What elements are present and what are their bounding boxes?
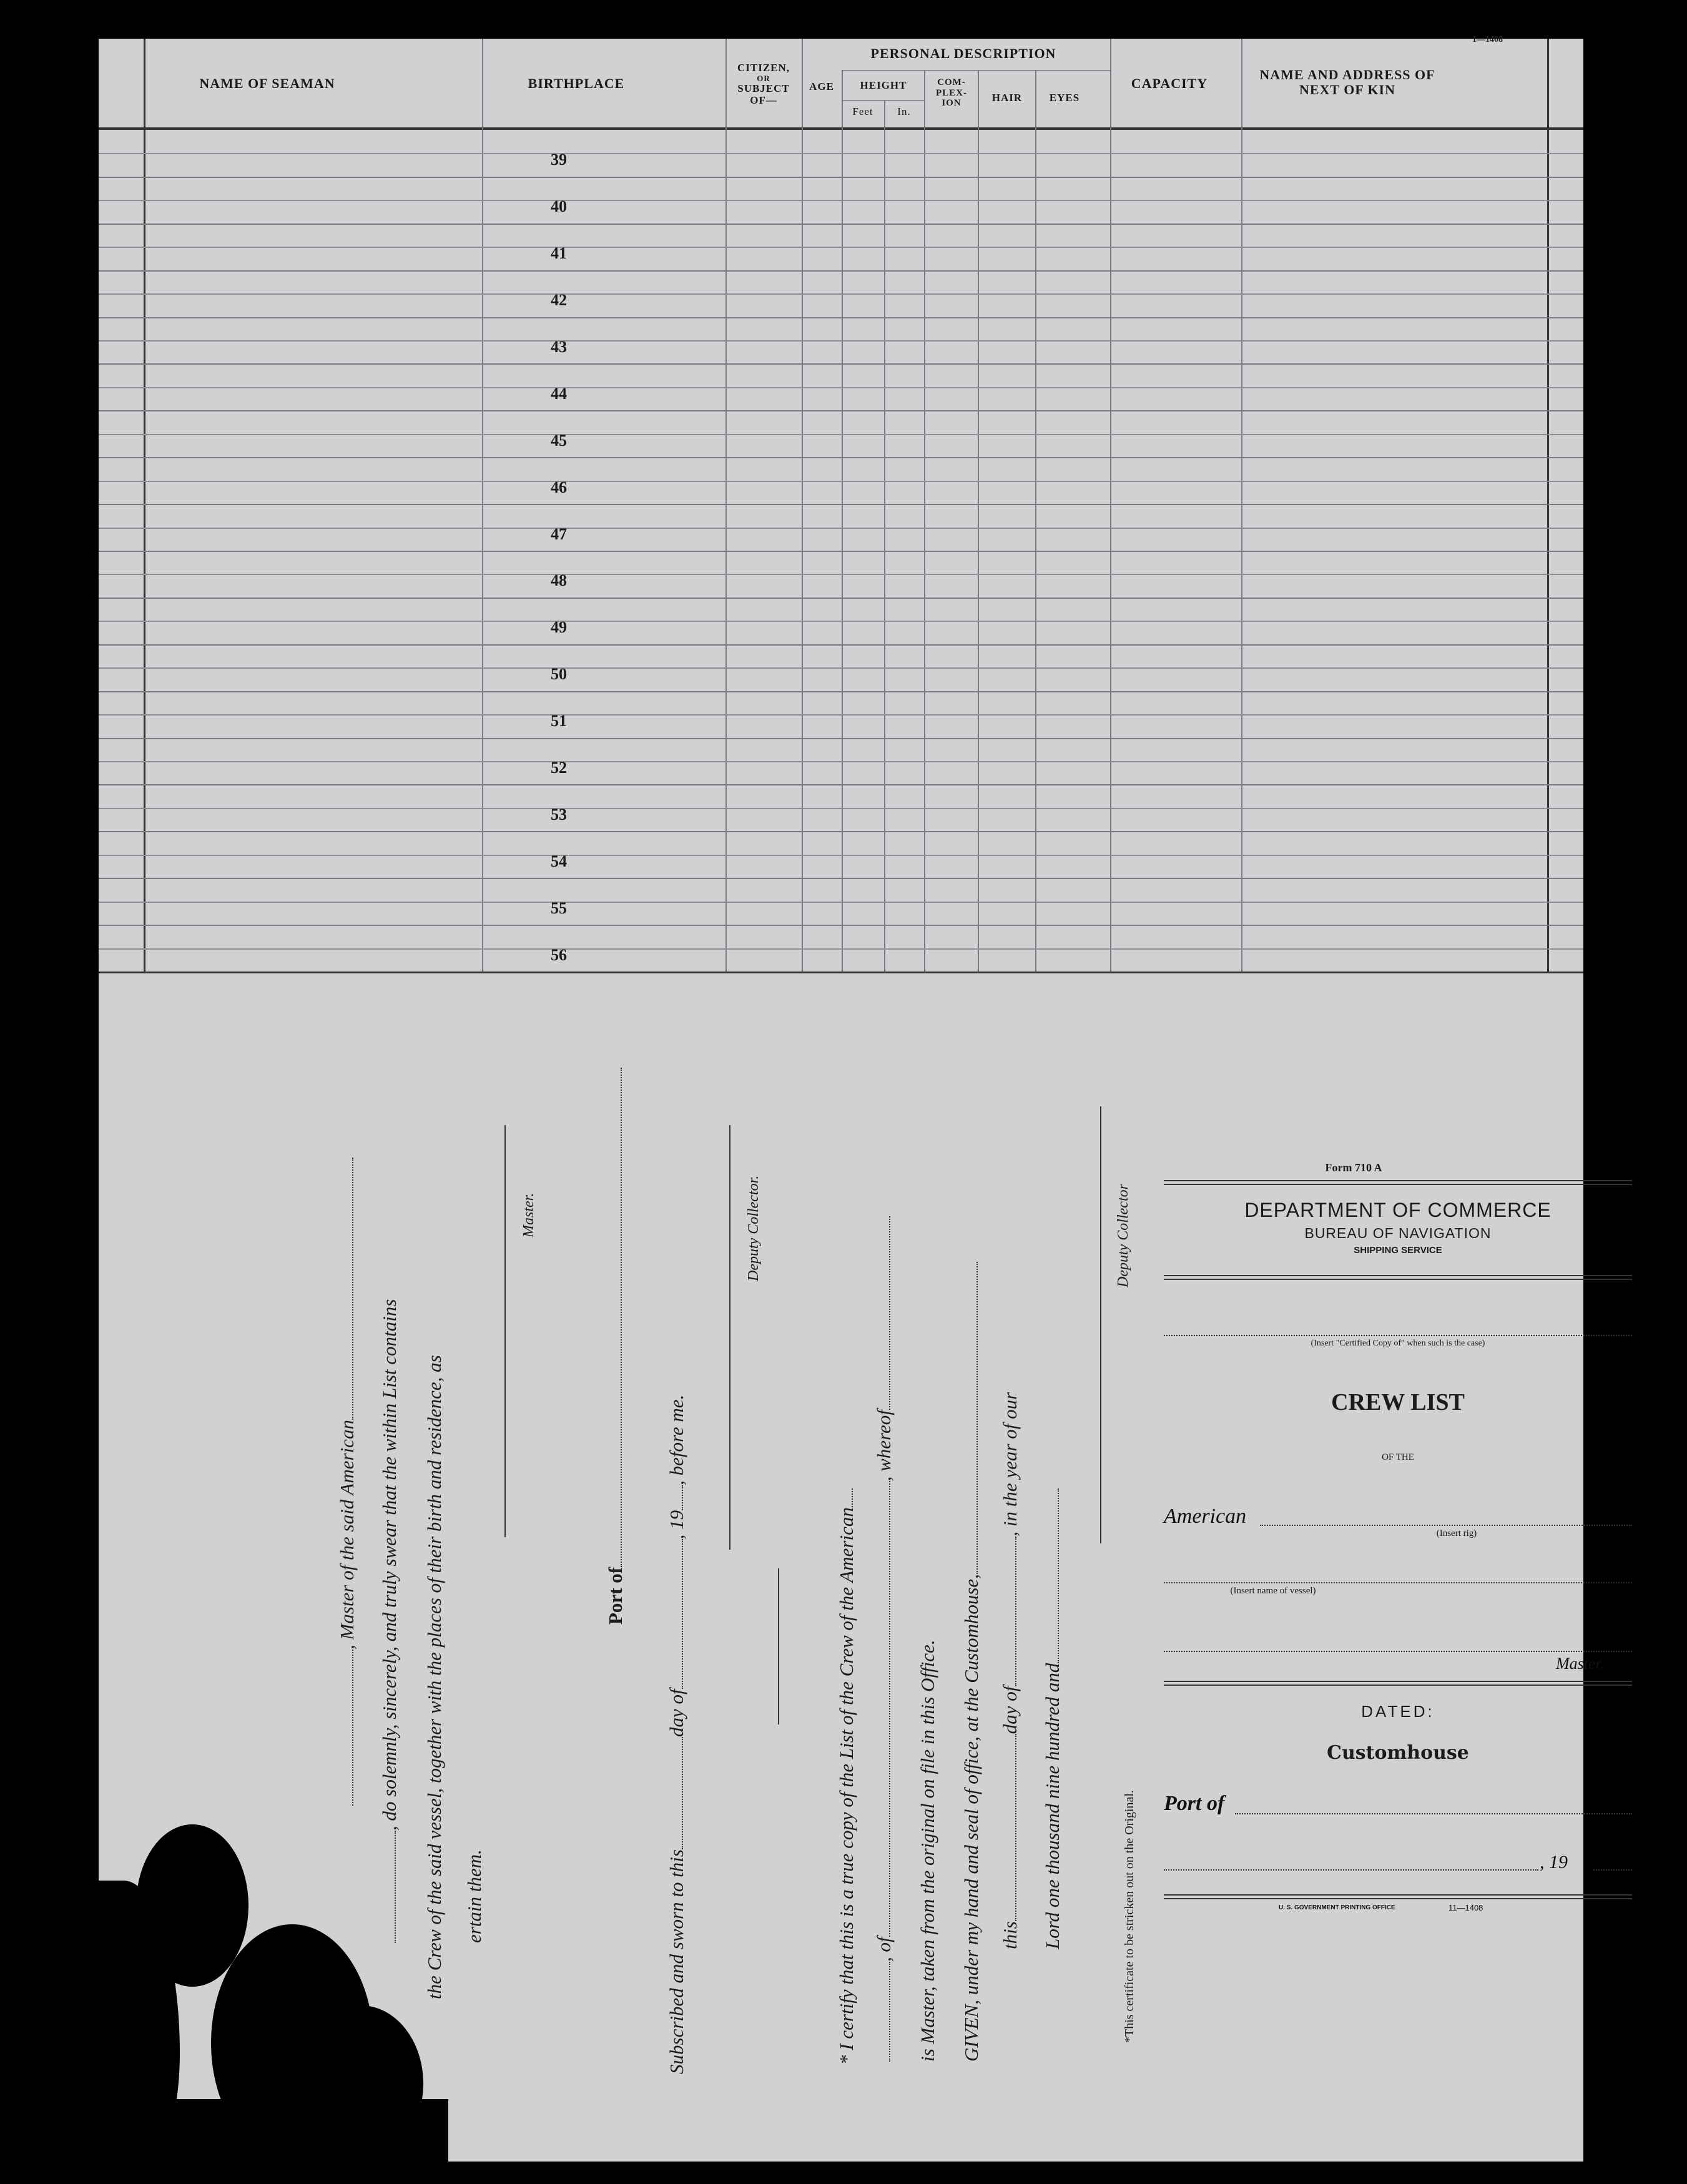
row-number: 51	[551, 712, 567, 730]
row-number: 42	[551, 291, 567, 309]
header-citizen-line4: OF—	[750, 94, 777, 106]
cert-line-2	[873, 1216, 895, 2062]
header-eyes: EYES	[1049, 92, 1080, 104]
col-rule-complexion	[924, 70, 925, 972]
header-next-of-kin	[1241, 67, 1453, 97]
header-citizen-line2: OR	[757, 73, 770, 83]
header-complexion-line1: COM-	[937, 77, 966, 87]
row-rule	[99, 340, 1583, 342]
header-complexion-line3: ION	[942, 98, 962, 108]
personal-desc-rule	[842, 70, 1111, 71]
cert-line-4	[960, 1262, 983, 2062]
row-number: 53	[551, 805, 567, 824]
cover-top-rule-2	[1164, 1184, 1632, 1185]
cover-bottom-rule-2	[1164, 1898, 1632, 1899]
row-rule	[99, 878, 1583, 879]
row-rule	[99, 317, 1583, 318]
shipping-service: SHIPPING SERVICE	[1354, 1245, 1442, 1256]
row-rule	[99, 504, 1583, 505]
row-number: 39	[551, 150, 567, 169]
row-number: 40	[551, 197, 567, 215]
department-name: DEPARTMENT OF COMMERCE	[1244, 1199, 1552, 1221]
row-number: 44	[551, 385, 567, 403]
cover-rule-4	[1164, 1681, 1632, 1682]
oath-line-3	[423, 1355, 446, 1999]
row-rule	[99, 925, 1583, 926]
american-label: American	[1164, 1505, 1247, 1528]
col-rule-inches	[884, 100, 885, 972]
printing-office: U. S. GOVERNMENT PRINTING OFFICE	[1279, 1904, 1395, 1911]
insert-rig: (Insert rig)	[1436, 1528, 1477, 1538]
row-rule	[99, 387, 1583, 388]
form-number: Form 710 A	[1325, 1161, 1382, 1174]
cert-whereof-text: , whereof	[873, 1410, 895, 1482]
row-rule	[99, 808, 1583, 809]
row-number: 43	[551, 338, 567, 356]
cert-line-4-text: GIVEN, under my hand and seal of office, at the Customhouse,	[960, 1574, 982, 2062]
oath-line-4	[463, 1849, 486, 1943]
header-citizen-line1: CITIZEN,	[737, 62, 790, 74]
cert-line-6	[1041, 1488, 1064, 1949]
port-of-line	[1235, 1813, 1632, 1814]
year-line	[1593, 1869, 1632, 1871]
oath-subscribed-text: Subscribed and sworn to this	[666, 1849, 687, 2074]
dated-label: DATED:	[1361, 1702, 1435, 1721]
row-rule	[99, 200, 1583, 201]
oath-subscribed-line	[666, 1395, 688, 2074]
col-rule-hair	[978, 70, 979, 972]
insert-certified-copy: (Insert "Certified Copy of" when such is the case)	[1311, 1339, 1485, 1348]
col-rule-feet	[842, 70, 843, 972]
header-personal-description: PERSONAL DESCRIPTION	[870, 46, 1056, 61]
master-name-line	[1164, 1651, 1632, 1652]
oath-line-1-text: , Master of the said American	[336, 1420, 358, 1650]
row-rule	[99, 153, 1583, 154]
row-rule	[99, 457, 1583, 458]
cert-line-5	[999, 1392, 1021, 1949]
cover-rule-3	[1164, 1279, 1632, 1280]
header-next-of-kin-line2: NEXT OF KIN	[1299, 82, 1396, 98]
row-number: 56	[551, 946, 567, 964]
print-code: 11—1408	[1448, 1903, 1483, 1912]
row-rule	[99, 598, 1583, 599]
row-number: 47	[551, 525, 567, 543]
row-rule	[99, 948, 1583, 950]
cover-nineteen: , 19	[1540, 1852, 1568, 1872]
height-rule	[842, 100, 924, 101]
oath-port-of	[604, 1068, 627, 1625]
row-rule	[99, 410, 1583, 411]
header-complexion-line2: PLEX-	[936, 87, 967, 98]
row-rule	[99, 293, 1583, 295]
row-rule	[99, 667, 1583, 669]
row-rule	[99, 528, 1583, 529]
cover-master-label: Master.	[1556, 1655, 1605, 1673]
header-citizen-line3: SUBJECT	[737, 82, 790, 94]
master-signature-line	[504, 1125, 506, 1537]
cert-line-3-text: is Master, taken from the original on file in this Office.	[917, 1640, 938, 2062]
row-rule	[99, 363, 1583, 365]
row-rule	[99, 434, 1583, 435]
row-rule	[99, 574, 1583, 575]
row-number: 55	[551, 899, 567, 917]
cert-of-text: , of	[873, 1937, 895, 1962]
row-rule	[99, 738, 1583, 739]
row-rule	[99, 247, 1583, 248]
oath-line-2-text: , do solemnly, sincerely, and truly swear that the within List contains	[378, 1299, 400, 1831]
cert-year-text: , in the year of our	[999, 1392, 1021, 1537]
header-hair: HAIR	[991, 92, 1023, 104]
deputy-signature-line-2	[1100, 1106, 1101, 1543]
cover-rule-5	[1164, 1685, 1632, 1686]
deputy-signature-line-1	[729, 1125, 730, 1550]
row-number: 45	[551, 431, 567, 450]
table-bottom-rule	[99, 971, 1583, 973]
row-rule	[99, 761, 1583, 762]
cover-top-rule	[1164, 1180, 1632, 1181]
row-number: 48	[551, 571, 567, 589]
row-rule	[99, 177, 1583, 178]
row-rule	[99, 621, 1583, 622]
oath-line-2	[378, 1299, 401, 1943]
row-rule	[99, 902, 1583, 903]
row-rule	[99, 855, 1583, 856]
vessel-rig-line	[1260, 1525, 1632, 1526]
oath-before-me-text: , before me.	[666, 1394, 687, 1485]
row-number: 54	[551, 852, 567, 870]
header-complexion	[927, 77, 976, 109]
cover-port-of: Port of	[1164, 1792, 1225, 1815]
header-height: HEIGHT	[860, 79, 907, 91]
header-capacity: CAPACITY	[1131, 76, 1208, 91]
row-number: 46	[551, 478, 567, 496]
oath-line-1	[336, 1158, 358, 1806]
row-rule	[99, 481, 1583, 482]
cert-this-text: this	[999, 1921, 1021, 1949]
cert-line-1-text: * I certify that this is a true copy of the List of the Crew of the American	[835, 1507, 857, 2065]
cert-day-of-text: day of	[999, 1686, 1021, 1734]
header-inches: In.	[897, 106, 911, 117]
cert-deputy-collector: Deputy Collector	[1115, 1184, 1131, 1287]
bureau-name: BUREAU OF NAVIGATION	[1304, 1225, 1492, 1241]
section-divider	[778, 1568, 779, 1724]
row-rule	[99, 224, 1583, 225]
cert-line-3	[917, 1640, 939, 2062]
certified-copy-line	[1164, 1335, 1632, 1336]
cover-bottom-rule	[1164, 1894, 1632, 1896]
oath-port-of-text: Port of	[604, 1567, 626, 1625]
date-line	[1164, 1869, 1538, 1871]
header-birthplace: BIRTHPLACE	[528, 76, 625, 91]
row-rule	[99, 831, 1583, 832]
header-age: AGE	[809, 81, 834, 92]
header-bottom-rule	[99, 127, 1583, 130]
oath-nineteen-text: , 19	[666, 1510, 687, 1540]
insert-vessel-name: (Insert name of vessel)	[1230, 1586, 1316, 1596]
row-rule	[99, 551, 1583, 552]
crew-list-title: CREW LIST	[1331, 1389, 1465, 1415]
vessel-name-line	[1164, 1582, 1632, 1583]
header-feet: Feet	[852, 106, 873, 117]
row-rule	[99, 644, 1583, 646]
cert-line-6-text: Lord one thousand nine hundred and	[1041, 1663, 1063, 1949]
cover-rule-2	[1164, 1275, 1632, 1276]
col-rule-eyes	[1035, 70, 1036, 972]
header-citizen	[726, 62, 801, 106]
header-name-of-seaman: NAME OF SEAMAN	[199, 76, 335, 91]
oath-line-4-text: ertain them.	[463, 1849, 485, 1943]
oath-line-3-text: the Crew of the said vessel, together with the places of their birth and residence, as	[423, 1355, 445, 1999]
corner-code: 1—1408	[1472, 35, 1503, 44]
row-rule	[99, 714, 1583, 716]
cert-line-1	[835, 1488, 858, 2065]
row-rule	[99, 784, 1583, 785]
row-rule	[99, 270, 1583, 272]
oath-deputy-collector: Deputy Collector.	[745, 1175, 762, 1281]
cert-footnote: *This certificate to be stricken out on the Original.	[1123, 1790, 1136, 2043]
row-number: 41	[551, 244, 567, 262]
header-next-of-kin-line1: NAME AND ADDRESS OF	[1259, 67, 1435, 82]
of-the: OF THE	[1382, 1452, 1414, 1462]
oath-day-of-text: day of	[666, 1689, 687, 1738]
row-rule	[99, 691, 1583, 692]
row-number: 49	[551, 618, 567, 636]
customhouse-label: Customhouse	[1327, 1742, 1469, 1764]
crew-list-sheet	[99, 35, 1605, 2162]
row-number: 50	[551, 665, 567, 683]
oath-master-label: Master.	[521, 1193, 537, 1237]
row-number: 52	[551, 759, 567, 777]
